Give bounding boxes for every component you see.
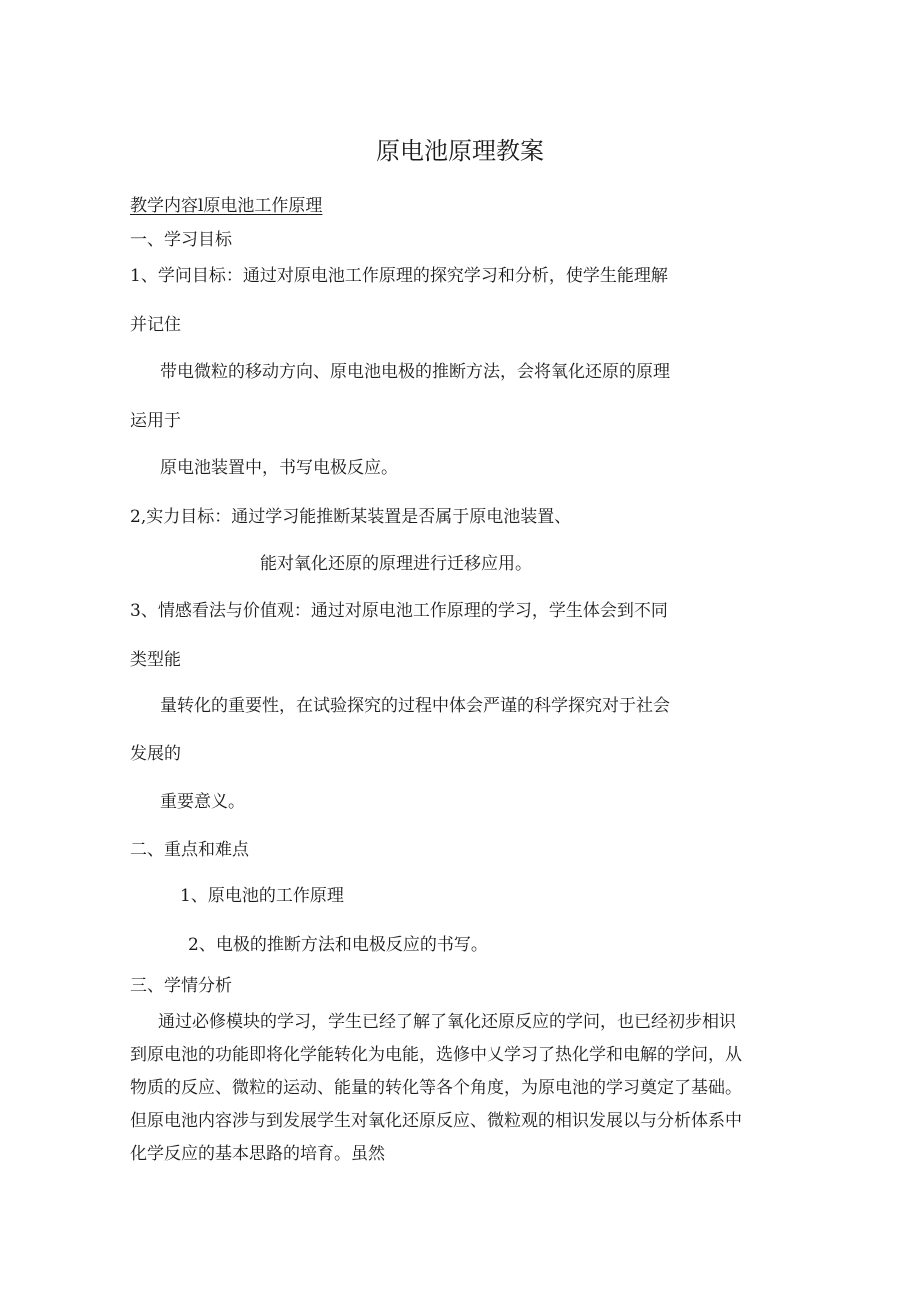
- knowledge-goal-line-5: 原电池装置中，书写电极反应。: [160, 458, 398, 478]
- analysis-line-5: 化学反应的基本思路的培育。虽然: [130, 1144, 385, 1164]
- document-title: 原电池原理教案: [376, 137, 544, 165]
- key-point-1: 1、原电池的工作原理: [180, 886, 344, 906]
- section-heading-objectives: 一、学习目标: [130, 230, 232, 250]
- analysis-line-3: 物质的反应、微粒的运动、能量的转化等各个角度，为原电池的学习奠定了基础。: [130, 1078, 742, 1098]
- attitude-goal-line-5: 重要意义。: [160, 792, 245, 812]
- analysis-line-4: 但原电池内容涉与到发展学生对氧化还原反应、微粒观的相识发展以与分析体系中: [130, 1111, 742, 1131]
- ability-goal-line-2: 能对氧化还原的原理进行迁移应用。: [260, 554, 532, 574]
- analysis-line-1: 通过必修模块的学习，学生已经了解了氧化还原反应的学问，也已经初步相识: [158, 1012, 736, 1032]
- attitude-goal-line-1: 3、情感看法与价值观：通过对原电池工作原理的学习，学生体会到不同: [130, 601, 668, 621]
- attitude-goal-line-2: 类型能: [130, 650, 181, 670]
- attitude-goal-line-3: 量转化的重要性，在试验探究的过程中体会严谨的科学探究对于社会: [160, 696, 670, 716]
- key-point-2: 2、电极的推断方法和电极反应的书写。: [188, 935, 488, 955]
- ability-goal-line-1: 2,实力目标：通过学习能推断某装置是否属于原电池装置、: [130, 507, 572, 527]
- analysis-line-2: 到原电池的功能即将化学能转化为电能，选修中乂学习了热化学和电解的学问，从: [130, 1045, 742, 1065]
- lesson-subtitle: 教学内容l原电池工作原理: [130, 196, 323, 216]
- section-heading-analysis: 三、学情分析: [130, 976, 232, 996]
- attitude-goal-line-4: 发展的: [130, 744, 181, 764]
- knowledge-goal-line-4: 运用于: [130, 411, 181, 431]
- knowledge-goal-line-2: 并记住: [130, 315, 181, 335]
- knowledge-goal-line-3: 带电微粒的移动方向、原电池电极的推断方法，会将氧化还原的原理: [160, 362, 670, 382]
- section-heading-key-points: 二、重点和难点: [130, 840, 249, 860]
- knowledge-goal-line-1: 1、学问目标：通过对原电池工作原理的探究学习和分析，使学生能理解: [130, 266, 668, 286]
